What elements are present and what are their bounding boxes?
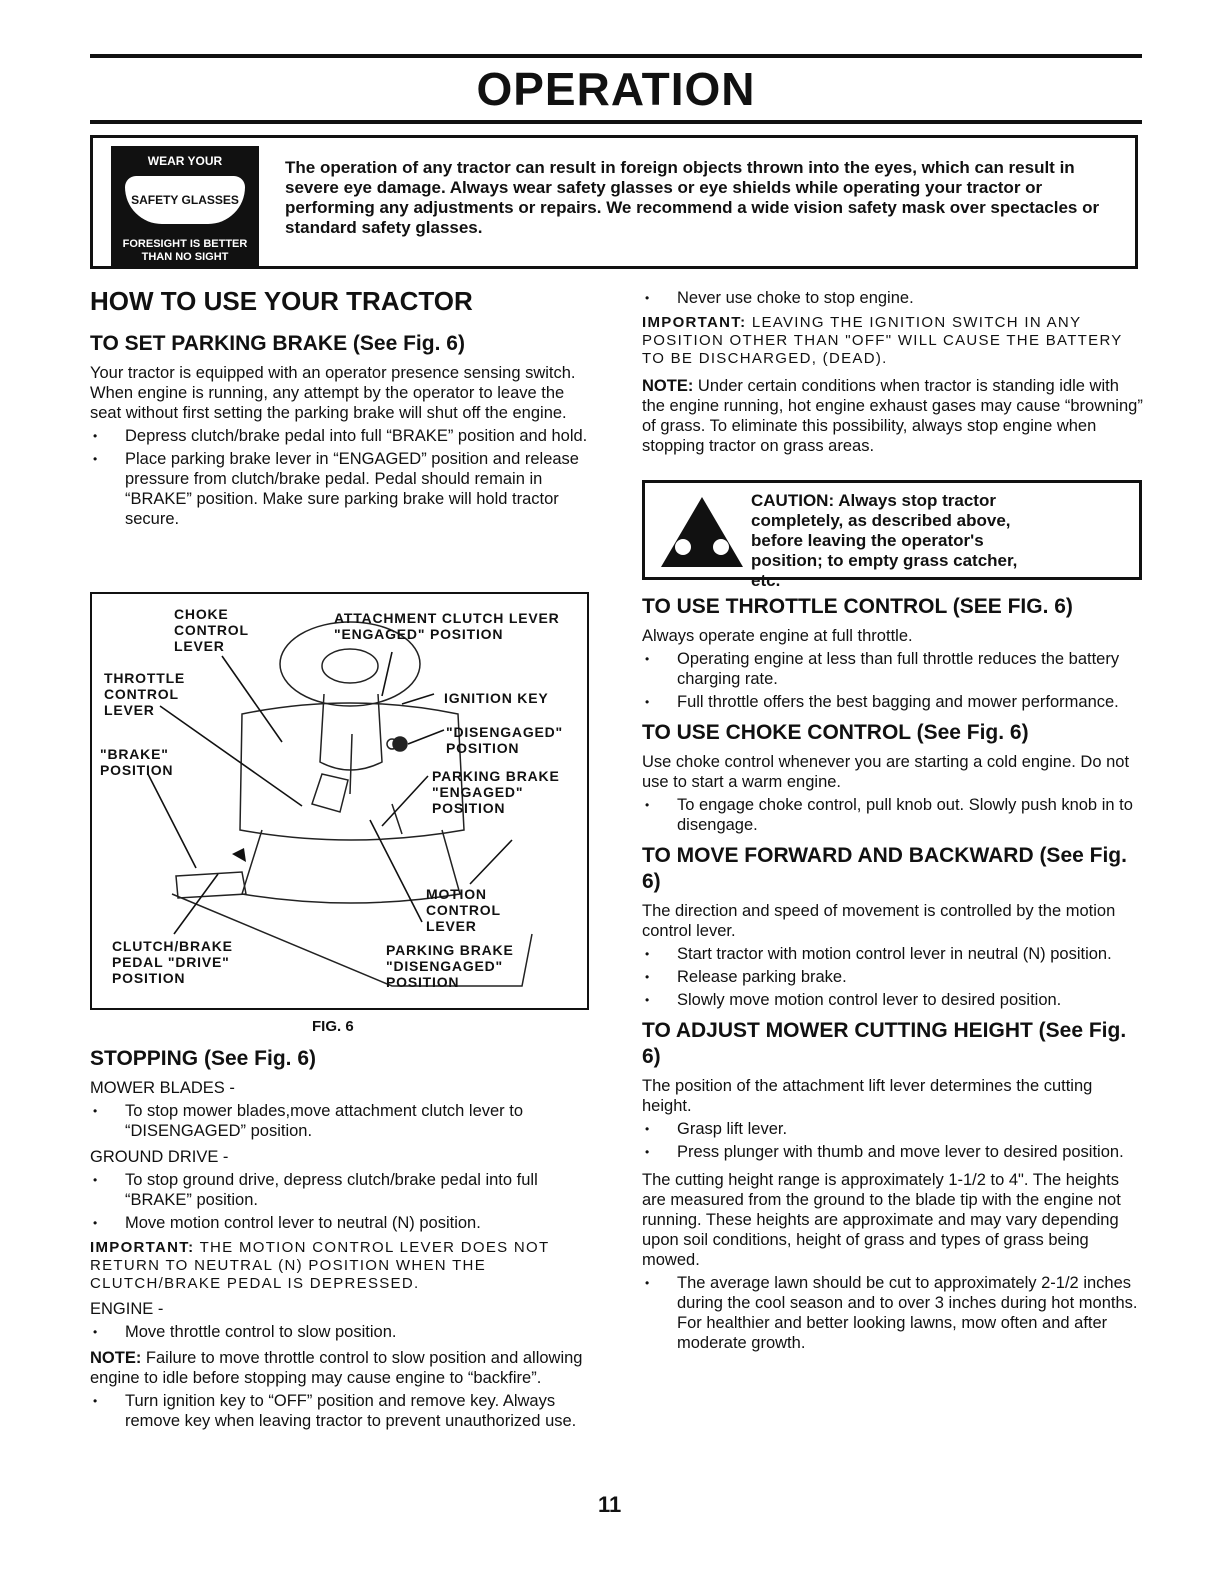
stopping-heading: STOPPING (See Fig. 6) — [90, 1047, 316, 1070]
important-text: THE MOTION CONTROL LEVER DOES NOT RETURN TO NEUTRAL (N) POSITION WHEN THE CLUTCH/BRAKE PEDAL IS DEPRESSED. — [90, 1239, 550, 1292]
label-parking-brake-engaged: PARKING BRAKE "ENGAGED" POSITION — [432, 768, 560, 816]
cutting-height-text: The position of the attachment lift lever determines the cutting height. — [642, 1077, 1093, 1115]
right-column-top — [642, 288, 1144, 456]
important-ignition-note — [642, 314, 1144, 368]
top-rule — [90, 54, 1142, 58]
list-item: • Grasp lift lever. — [642, 1119, 1144, 1139]
important-label: IMPORTANT: — [642, 314, 747, 331]
list-item: • Slowly move motion control lever to desired position. — [642, 990, 1144, 1010]
list-item: • Move throttle control to slow position. — [90, 1322, 590, 1342]
title-rule — [90, 120, 1142, 124]
lawn-tip-list — [642, 1273, 1144, 1353]
choke-text: Use choke control whenever you are starting a cold engine. Do not use to start a warm engine. — [642, 753, 1130, 791]
parking-brake-text: Your tractor is equipped with an operator presence sensing switch. When engine is running, any attempt by the operator to leave the seat without first setting the parking brake will shut off the engine. — [90, 364, 576, 422]
list-item: • To stop mower blades,move attachment clutch lever to “DISENGAGED” position. — [90, 1101, 590, 1141]
cutting-height-heading: TO ADJUST MOWER CUTTING HEIGHT (See Fig. 6) — [642, 1019, 1127, 1068]
choke-list — [642, 795, 1144, 835]
ground-drive-label: GROUND DRIVE - — [90, 1148, 229, 1166]
important-label: IMPORTANT: — [90, 1239, 195, 1256]
list-item: • Operating engine at less than full throttle reduces the battery charging rate. — [642, 649, 1144, 689]
page-number: 11 — [598, 1492, 622, 1517]
label-throttle-control: THROTTLE CONTROL LEVER — [104, 670, 186, 718]
label-attachment-clutch: ATTACHMENT CLUTCH LEVER "ENGAGED" POSITION — [334, 610, 560, 642]
note-text: Failure to move throttle control to slow position and allowing engine to idle before stopping may cause engine to “backfire”. — [90, 1349, 583, 1387]
list-item: • Place parking brake lever in “ENGAGED” position and release pressure from clutch/brake pedal. Pedal should remain in “BRAKE” position. Make sure parking brake will hold tractor secure. — [90, 449, 590, 529]
engine-list — [90, 1322, 590, 1342]
left-column — [90, 286, 590, 529]
dashboard — [240, 703, 464, 840]
page-title: OPERATION — [476, 63, 756, 115]
safety-warning-box — [90, 135, 1138, 269]
throttle-text: Always operate engine at full throttle. — [642, 627, 913, 645]
badge-line-4: THAN NO SIGHT — [141, 251, 229, 263]
browning-note — [642, 376, 1144, 456]
caution-text: CAUTION: Always stop tractor completely, as described above, before leaving the operator's position; to empty grass catcher, etc. — [751, 491, 1018, 590]
list-item: • Turn ignition key to “OFF” position and remove key. Always remove key when leaving tractor to prevent unauthorized use. — [90, 1391, 590, 1431]
list-item: • Press plunger with thumb and move lever to desired position. — [642, 1142, 1144, 1162]
label-motion-control: MOTION CONTROL LEVER — [426, 886, 501, 934]
note-label: NOTE: — [642, 377, 694, 395]
move-heading: TO MOVE FORWARD AND BACKWARD (See Fig. 6) — [642, 844, 1127, 893]
list-item: • Move motion control lever to neutral (N) position. — [90, 1213, 590, 1233]
move-text: The direction and speed of movement is controlled by the motion control lever. — [642, 902, 1116, 940]
important-text: LEAVING THE IGNITION SWITCH IN ANY POSITION OTHER THAN "OFF" WILL CAUSE THE BATTERY TO BE DISCHARGED, (DEAD). — [642, 314, 1123, 367]
warning-triangle-icon — [659, 495, 745, 569]
label-disengaged-position: "DISENGAGED" POSITION — [446, 724, 563, 756]
right-column-bottom — [642, 594, 1144, 1353]
label-brake-position: "BRAKE" POSITION — [100, 746, 174, 778]
label-parking-brake-disengaged: PARKING BRAKE "DISENGAGED" POSITION — [386, 942, 514, 990]
safety-glasses-badge — [111, 146, 259, 268]
choke-heading: TO USE CHOKE CONTROL (See Fig. 6) — [642, 721, 1029, 744]
badge-line-2: SAFETY GLASSES — [131, 193, 239, 207]
caution-box — [642, 480, 1142, 590]
list-item: • Depress clutch/brake pedal into full “BRAKE” position and hold. — [90, 426, 590, 446]
badge-line-1: WEAR YOUR — [147, 154, 223, 168]
cutting-height-list — [642, 1119, 1144, 1162]
list-item: • Full throttle offers the best bagging and mower performance. — [642, 692, 1144, 712]
list-item: • To stop ground drive, depress clutch/brake pedal into full “BRAKE” position. — [90, 1170, 590, 1210]
note-text: Under certain conditions when tractor is standing idle with the engine running, hot engine exhaust gases may cause “browning” of grass. To eliminate this possibility, always stop engine when stopping tractor on grass areas. — [642, 377, 1143, 455]
stopping-section — [90, 1046, 590, 1431]
mower-blades-list — [90, 1101, 590, 1141]
move-list — [642, 944, 1144, 1010]
mower-blades-label: MOWER BLADES - — [90, 1079, 235, 1097]
figure-caption: FIG. 6 — [312, 1018, 354, 1035]
cutting-height-range-text: The cutting height range is approximately 1-1/2 to 4". The heights are measured from the ground to the blade tip with the engine not running. These heights are approximate and may vary depending upon soil conditions, height of grass and types of grass being mowed. — [642, 1171, 1121, 1269]
list-item: • Never use choke to stop engine. — [642, 288, 1144, 308]
label-clutch-brake-pedal: CLUTCH/BRAKE PEDAL "DRIVE" POSITION — [112, 938, 233, 986]
badge-line-3: FORESIGHT IS BETTER — [122, 238, 248, 250]
throttle-list — [642, 649, 1144, 712]
backfire-note — [90, 1348, 590, 1388]
note-label: NOTE: — [90, 1349, 142, 1367]
list-item: • Start tractor with motion control lever in neutral (N) position. — [642, 944, 1144, 964]
parking-brake-list — [90, 426, 590, 529]
label-choke-control: CHOKE CONTROL LEVER — [174, 606, 249, 654]
warning-text: The operation of any tractor can result in foreign objects thrown into the eyes, which can result in severe eye damage. Always wear safety glasses or eye shields while operating your tractor or performing any adjustments or repairs. We recommend a wide vision safety mask over spectacles or standard safety glasses. — [285, 158, 1100, 237]
important-motion-note — [90, 1239, 590, 1293]
throttle-heading: TO USE THROTTLE CONTROL (SEE FIG. 6) — [642, 595, 1073, 618]
ignition-list — [90, 1391, 590, 1431]
parking-brake-heading: TO SET PARKING BRAKE (See Fig. 6) — [90, 332, 465, 355]
label-ignition-key: IGNITION KEY — [444, 690, 549, 706]
figure-6 — [90, 592, 589, 1010]
ignition-key-knob — [393, 737, 407, 751]
engine-label: ENGINE - — [90, 1300, 164, 1318]
list-item: • To engage choke control, pull knob out. Slowly push knob in to disengage. — [642, 795, 1144, 835]
list-item: • The average lawn should be cut to approximately 2-1/2 inches during the cool season and to over 3 inches during hot months. For healthier and better looking lawns, mow often and after moderate growth. — [642, 1273, 1144, 1353]
choke-warning-list — [642, 288, 1144, 308]
safety-glasses-icon — [125, 176, 245, 224]
list-item: • Release parking brake. — [642, 967, 1144, 987]
clutch-pedal-shape — [176, 872, 246, 898]
section-heading: HOW TO USE YOUR TRACTOR — [90, 286, 473, 316]
ground-drive-list — [90, 1170, 590, 1233]
